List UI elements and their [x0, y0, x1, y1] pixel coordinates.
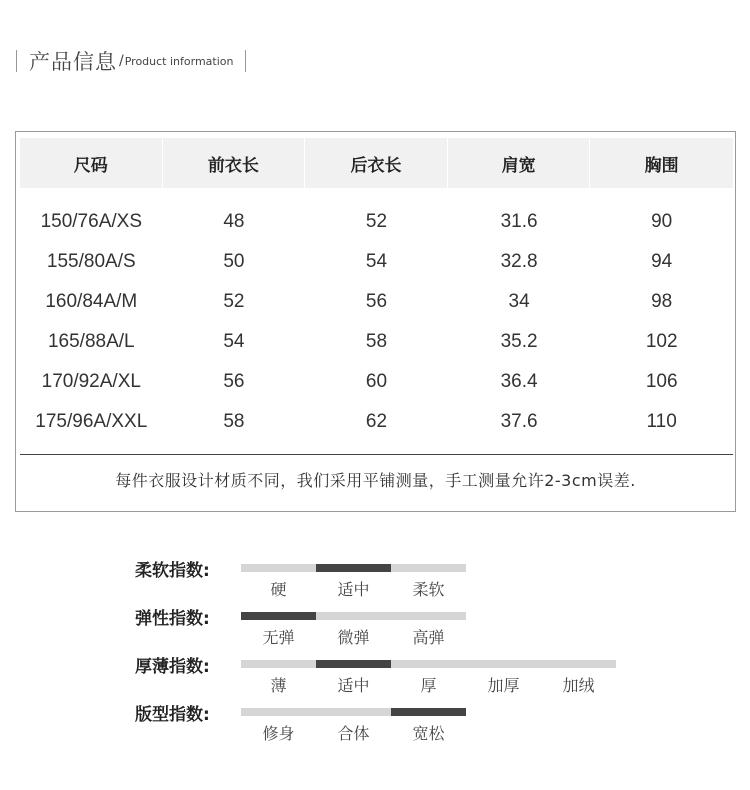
table-row [20, 402, 733, 442]
table-cell: 52 [365, 211, 388, 232]
index-option: 无弹 [262, 628, 295, 647]
thickness-index [0, 657, 750, 703]
scale-segment [241, 660, 316, 668]
index-option: 适中 [337, 580, 370, 599]
section-subtitle: Product information [124, 54, 234, 68]
table-cell: 62 [365, 411, 388, 432]
table-cell: 35.2 [500, 331, 538, 352]
table-cell: 165/88A/L [47, 331, 135, 352]
scale-segment [316, 564, 391, 572]
index-scale-bar [241, 708, 466, 716]
title-separator: / [119, 53, 124, 69]
table-cell: 102 [645, 331, 678, 352]
table-cell: 48 [223, 211, 245, 232]
table-cell: 60 [365, 371, 388, 392]
column-header-shoulder: 肩宽 [448, 138, 591, 188]
index-option: 加绒 [562, 676, 595, 695]
index-option: 加厚 [487, 676, 520, 695]
scale-segment [316, 612, 391, 620]
scale-segment [241, 564, 316, 572]
scale-segment [241, 612, 316, 620]
table-cell: 52 [223, 291, 245, 312]
table-cell: 155/80A/S [46, 251, 136, 272]
size-chart-body [20, 202, 733, 442]
index-label: 版型指数: [135, 705, 210, 725]
index-label: 弹性指数: [135, 609, 210, 629]
table-row [20, 242, 733, 282]
table-row [20, 322, 733, 362]
scale-segment [241, 708, 316, 716]
index-option: 薄 [270, 676, 287, 695]
index-label: 厚薄指数: [135, 657, 210, 677]
section-title: 产品信息 [29, 50, 117, 74]
index-options [241, 579, 466, 601]
column-header-size: 尺码 [20, 138, 163, 188]
index-label: 柔软指数: [135, 561, 210, 581]
column-header-chest: 胸围 [644, 155, 679, 176]
table-cell: 170/92A/XL [41, 371, 141, 392]
section-header [16, 48, 246, 74]
table-cell: 56 [365, 291, 388, 312]
index-option: 微弹 [337, 628, 370, 647]
table-cell: 37.6 [500, 411, 538, 432]
scale-segment [391, 564, 466, 572]
header-right-divider [245, 50, 246, 72]
index-option: 修身 [262, 724, 295, 743]
size-chart-header [20, 138, 733, 188]
table-cell: 54 [223, 331, 245, 352]
table-row [20, 282, 733, 322]
scale-segment [316, 708, 391, 716]
softness-index [0, 561, 750, 607]
fit-index [0, 705, 750, 751]
index-option: 适中 [337, 676, 370, 695]
index-option: 硬 [270, 580, 287, 599]
index-options [241, 627, 466, 649]
index-scale-bar [241, 612, 466, 620]
scale-segment [316, 660, 391, 668]
scale-segment [391, 708, 466, 716]
table-cell: 175/96A/XXL [35, 411, 148, 432]
index-option: 高弹 [412, 628, 445, 647]
index-scale-bar [241, 660, 616, 668]
table-row [20, 362, 733, 402]
table-divider [20, 454, 733, 455]
table-cell: 90 [651, 211, 673, 232]
table-cell: 106 [645, 371, 678, 392]
table-cell: 34 [508, 291, 530, 312]
size-chart [15, 131, 736, 512]
table-cell: 58 [223, 411, 245, 432]
table-cell: 94 [651, 251, 673, 272]
table-cell: 32.8 [500, 251, 538, 272]
index-option: 柔软 [412, 580, 445, 599]
index-scale-bar [241, 564, 466, 572]
table-cell: 54 [365, 251, 388, 272]
index-options [241, 723, 466, 745]
table-cell: 58 [365, 331, 388, 352]
column-header-front-length: 前衣长 [163, 138, 306, 188]
index-option: 厚 [420, 676, 437, 695]
scale-segment [391, 660, 466, 668]
measurement-note: 每件衣服设计材质不同，我们采用平铺测量，手工测量允许2-3cm误差. [115, 471, 636, 490]
header-left-divider [16, 50, 17, 72]
table-cell: 160/84A/M [45, 291, 138, 312]
scale-segment [391, 612, 466, 620]
table-cell: 110 [646, 411, 677, 432]
index-options [241, 675, 616, 697]
table-cell: 150/76A/XS [40, 211, 142, 232]
table-cell: 50 [223, 251, 245, 272]
index-option: 宽松 [412, 724, 445, 743]
table-cell: 98 [651, 291, 673, 312]
scale-segment [466, 660, 541, 668]
scale-segment [541, 660, 616, 668]
table-cell: 31.6 [500, 211, 538, 232]
table-cell: 56 [223, 371, 245, 392]
table-row [20, 202, 733, 242]
elasticity-index [0, 609, 750, 655]
table-cell: 36.4 [500, 371, 538, 392]
column-header-back-length: 后衣长 [305, 138, 448, 188]
index-option: 合体 [337, 724, 370, 743]
